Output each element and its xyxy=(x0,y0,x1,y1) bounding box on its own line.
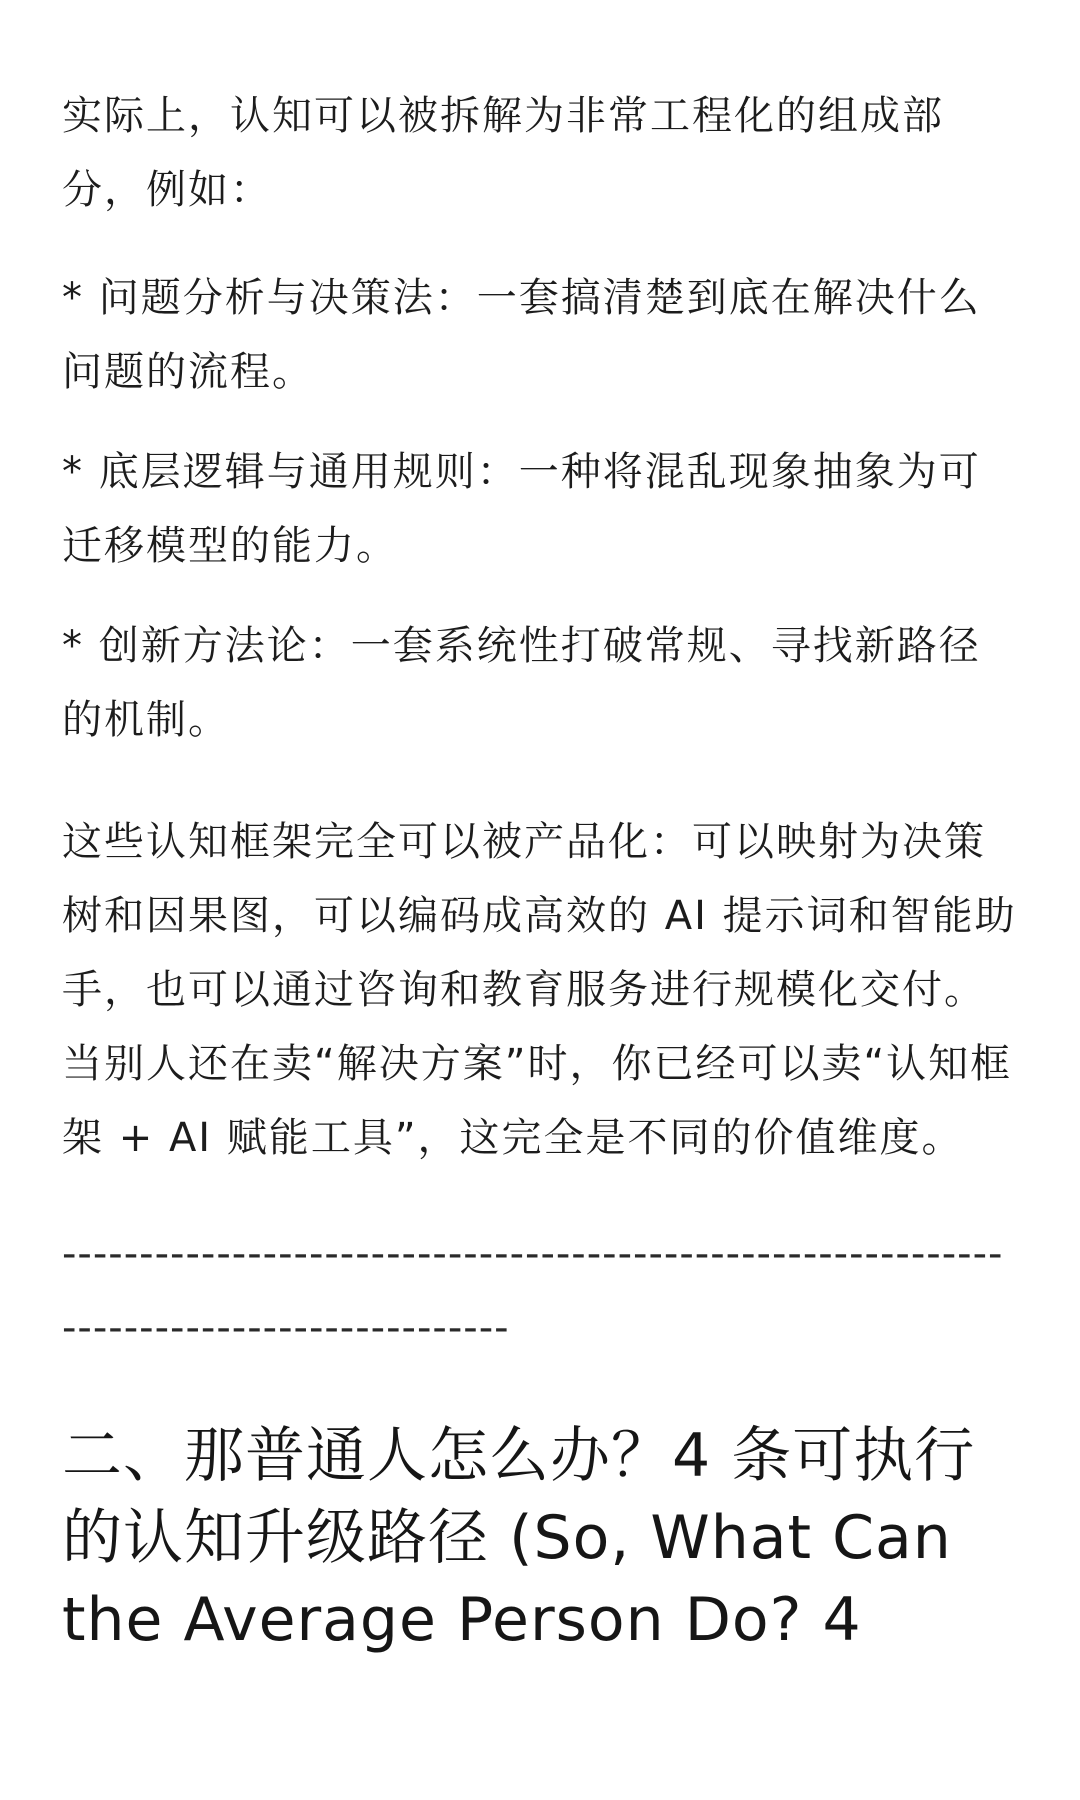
list-item: * 底层逻辑与通用规则：一种将混乱现象抽象为可迁移模型的能力。 xyxy=(62,449,981,569)
section-heading: 二、那普通人怎么办？4 条可执行的认知升级路径 (So, What Can the Average Person Do? 4 xyxy=(62,1421,976,1655)
framework-paragraph: 这些认知框架完全可以被产品化：可以映射为决策树和因果图，可以编码成高效的 AI 提示词和智能助手，也可以通过咨询和教育服务进行规模化交付。当别人还在卖“解决方案”时，你已经可以卖“认知框架 + AI 赋能工具”，这完全是不同的价值维度。 xyxy=(62,819,1017,1161)
list-item: * 创新方法论：一套系统性打破常规、寻找新路径的机制。 xyxy=(62,623,981,743)
cognition-components-list xyxy=(62,261,1018,757)
list-item: * 问题分析与决策法：一套搞清楚到底在解决什么问题的流程。 xyxy=(62,275,981,395)
dashed-divider: ------------------------------------------------------------------------------------------ xyxy=(62,1231,1004,1351)
intro-paragraph: 实际上，认知可以被拆解为非常工程化的组成部分，例如： xyxy=(62,93,944,213)
